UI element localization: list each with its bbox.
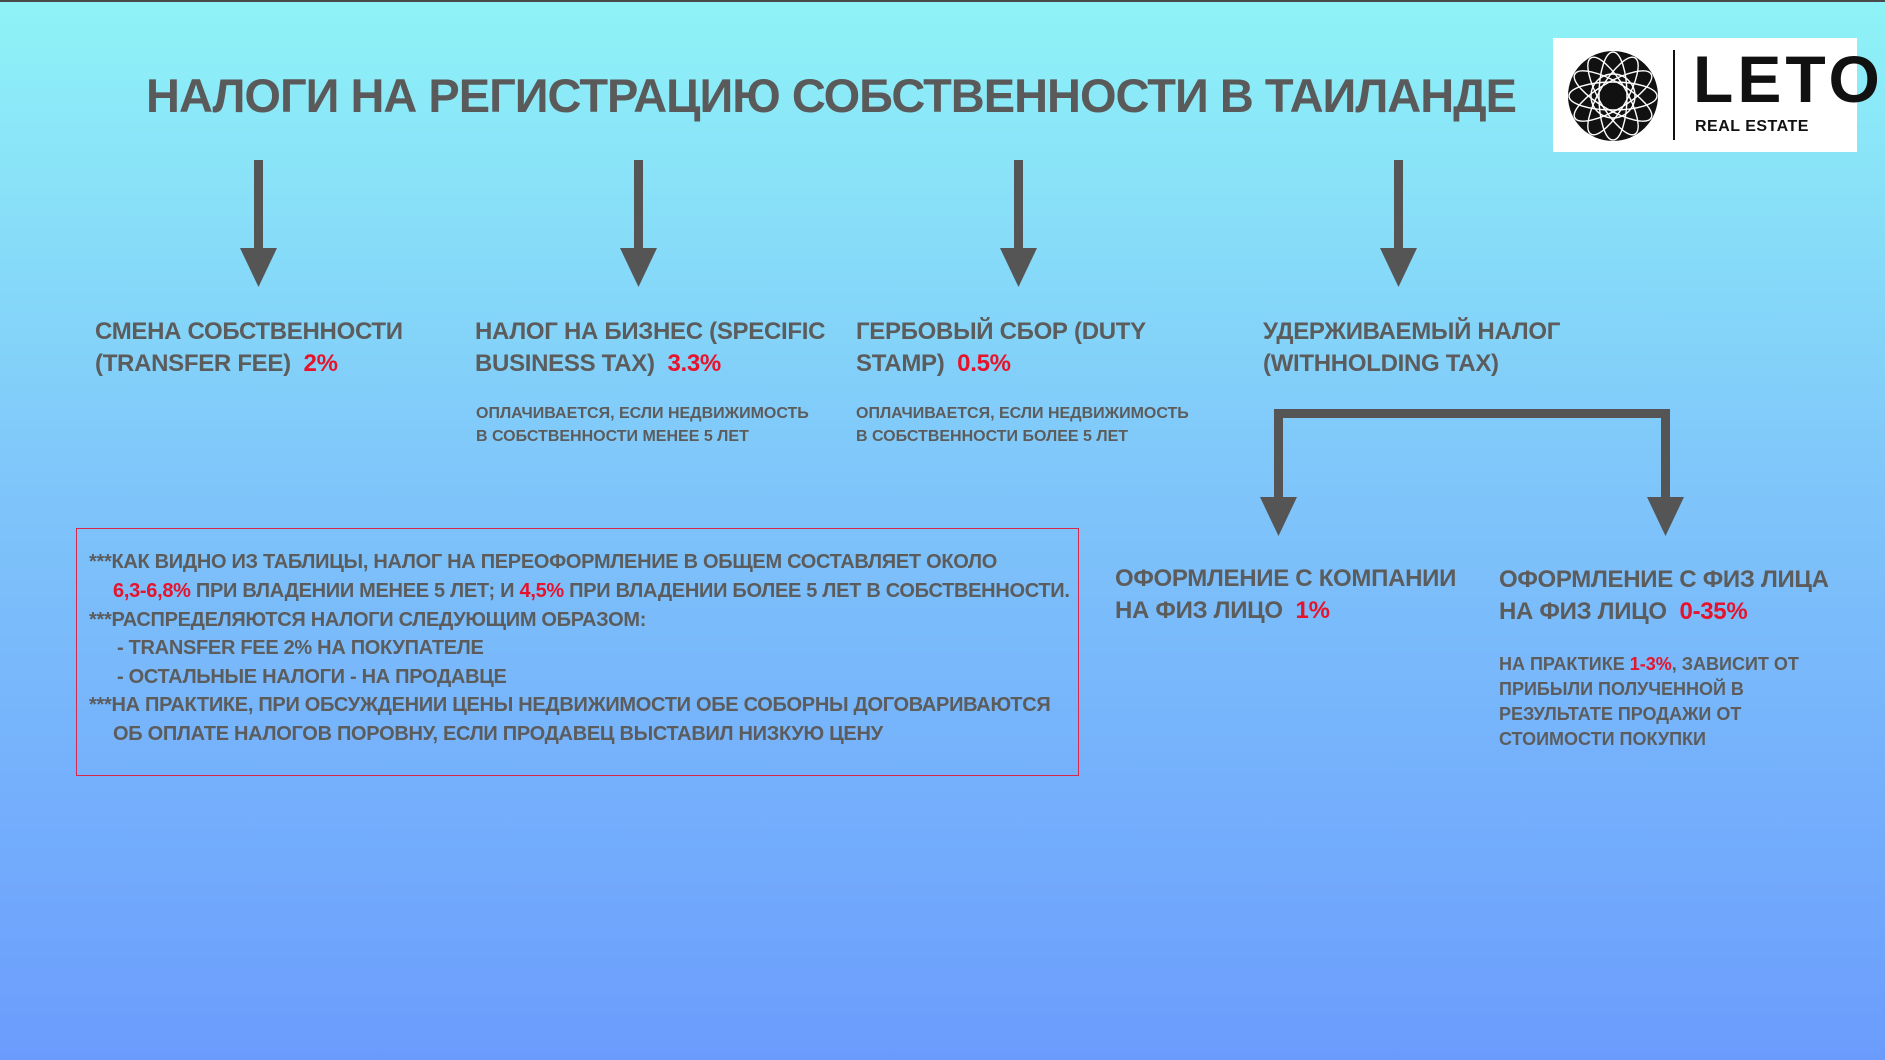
tax-label-line2: (TRANSFER FEE) 2% <box>95 350 338 377</box>
info-line-3: ***РАСПРЕДЕЛЯЮТСЯ НАЛОГИ СЛЕДУЮЩИМ ОБРАЗОМ: <box>89 609 647 631</box>
tax-business-tax-note: ОПЛАЧИВАЕТСЯ, ЕСЛИ НЕДВИЖИМОСТЬ В СОБСТВЕННОСТИ МЕНЕЕ 5 ЛЕТ <box>476 405 809 445</box>
tax-rate: 3.3% <box>667 350 721 377</box>
tax-rate: 2% <box>303 350 338 377</box>
info-box <box>76 528 1079 776</box>
tax-label-line2: (WITHHOLDING TAX) <box>1263 350 1499 377</box>
withholding-individual-note: НА ПРАКТИКЕ 1-3%, ЗАВИСИТ ОТ ПРИБЫЛИ ПОЛУЧЕННОЙ В РЕЗУЛЬТАТЕ ПРОДАЖИ ОТ СТОИМОСТИ ПОКУПКИ <box>1499 654 1799 749</box>
tax-label-line1: ГЕРБОВЫЙ СБОР (DUTY <box>856 318 1146 345</box>
info-line-6: ***НА ПРАКТИКЕ, ПРИ ОБСУЖДЕНИИ ЦЕНЫ НЕДВИЖИМОСТИ ОБЕ СОБОРНЫ ДОГОВАРИВАЮТСЯ <box>89 694 1051 716</box>
tax-label-line2: BUSINESS TAX) 3.3% <box>475 350 721 377</box>
arrow-business-tax <box>620 160 657 287</box>
tax-rate: 0.5% <box>957 350 1011 377</box>
arrow-duty-stamp <box>1000 160 1037 287</box>
info-line-2: 6,3-6,8% ПРИ ВЛАДЕНИИ МЕНЕЕ 5 ЛЕТ; И 4,5% ПРИ ВЛАДЕНИИ БОЛЕЕ 5 ЛЕТ В СОБСТВЕННОСТИ. <box>113 580 1070 602</box>
info-line-5: - ОСТАЛЬНЫЕ НАЛОГИ - НА ПРОДАВЦЕ <box>117 666 507 688</box>
branch-connector <box>1260 409 1684 536</box>
arrow-transfer-fee <box>240 160 277 287</box>
tax-duty-stamp-note: ОПЛАЧИВАЕТСЯ, ЕСЛИ НЕДВИЖИМОСТЬ В СОБСТВЕННОСТИ БОЛЕЕ 5 ЛЕТ <box>856 405 1189 445</box>
info-line-7: ОБ ОПЛАТЕ НАЛОГОВ ПОРОВНУ, ЕСЛИ ПРОДАВЕЦ ВЫСТАВИЛ НИЗКУЮ ЦЕНУ <box>113 723 883 745</box>
withholding-company-rate: 1% <box>1295 597 1330 624</box>
withholding-company: ОФОРМЛЕНИЕ С КОМПАНИИ НА ФИЗ ЛИЦО 1% <box>1115 565 1457 624</box>
tax-transfer-fee <box>95 316 403 380</box>
info-line-4: - TRANSFER FEE 2% НА ПОКУПАТЕЛЕ <box>117 637 484 659</box>
tax-label-line2: STAMP) 0.5% <box>856 350 1011 377</box>
withholding-individual: ОФОРМЛЕНИЕ С ФИЗ ЛИЦА НА ФИЗ ЛИЦО 0-35% <box>1499 566 1829 625</box>
tax-label-line1: СМЕНА СОБСТВЕННОСТИ <box>95 318 403 345</box>
tax-withholding <box>1263 316 1560 380</box>
logo-name: LETO <box>1693 42 1884 116</box>
info-line-1: ***КАК ВИДНО ИЗ ТАБЛИЦЫ, НАЛОГ НА ПЕРЕОФОРМЛЕНИЕ В ОБЩЕМ СОСТАВЛЯЕТ ОКОЛО <box>89 551 997 573</box>
arrow-withholding-tax <box>1380 160 1417 287</box>
tax-label-line1: УДЕРЖИВАЕМЫЙ НАЛОГ <box>1263 318 1561 345</box>
tax-duty-stamp <box>856 316 1146 380</box>
tax-label-line1: НАЛОГ НА БИЗНЕС (SPECIFIC <box>475 318 826 345</box>
tax-business-tax <box>475 316 825 380</box>
logo-subtitle: REAL ESTATE <box>1695 118 1809 135</box>
page-title: НАЛОГИ НА РЕГИСТРАЦИЮ СОБСТВЕННОСТИ В ТАИЛАНДЕ <box>146 69 1517 122</box>
withholding-individual-rate: 0-35% <box>1679 598 1748 625</box>
